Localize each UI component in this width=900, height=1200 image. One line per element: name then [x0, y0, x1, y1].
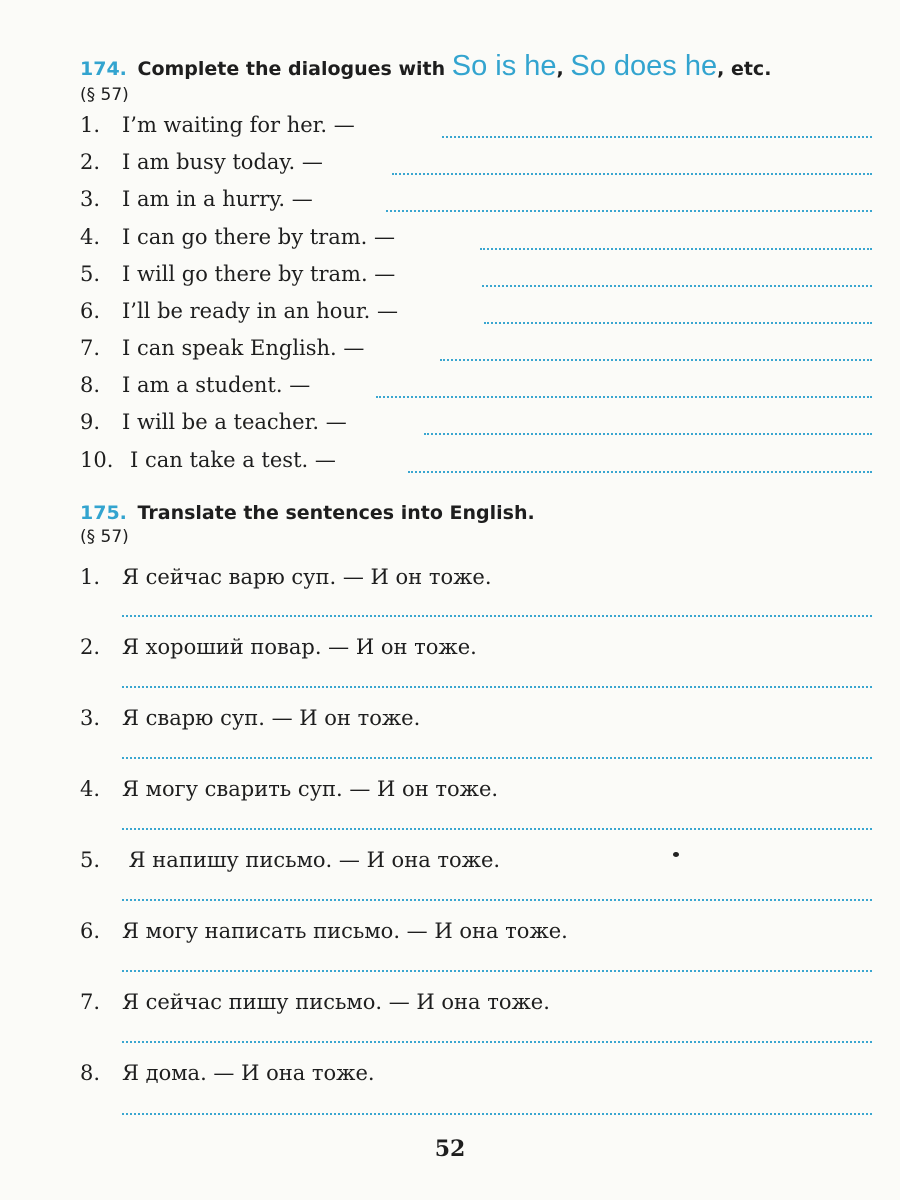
item-number: 5.	[80, 848, 101, 872]
item-number: 6.	[80, 919, 101, 943]
answer-blank[interactable]	[442, 134, 872, 138]
answer-blank[interactable]	[480, 246, 872, 250]
answer-line[interactable]	[122, 968, 872, 972]
item-text: I can speak English. —	[122, 336, 365, 360]
item-text: I’ll be ready in an hour. —	[122, 299, 399, 323]
item-number: 7.	[80, 990, 101, 1014]
item-number: 2.	[80, 150, 101, 174]
answer-line[interactable]	[122, 755, 872, 759]
exercise-174-number: 174.	[80, 58, 127, 80]
item-number: 4.	[80, 777, 101, 801]
item-number: 10.	[80, 448, 114, 472]
exercise-175-item	[80, 845, 500, 875]
exercise-175-number: 175.	[80, 502, 127, 524]
item-text: I can take a test. —	[130, 448, 336, 472]
item-text: Я сварю суп. — И он тоже.	[122, 706, 421, 730]
item-text: Я могу сварить суп. — И он тоже.	[122, 777, 499, 801]
item-number: 5.	[80, 262, 101, 286]
answer-blank[interactable]	[482, 283, 872, 287]
exercise-174-item	[80, 110, 355, 140]
answer-blank[interactable]	[408, 469, 872, 473]
exercise-175-heading	[80, 502, 535, 524]
item-number: 8.	[80, 373, 101, 397]
exercise-175-instruction: Translate the sentences into English.	[137, 502, 535, 524]
item-text: I’m waiting for her. —	[122, 113, 355, 137]
exercise-175-item	[80, 703, 420, 733]
exercise-174-item	[80, 259, 395, 289]
item-text: Я напишу письмо. — И она тоже.	[122, 848, 501, 872]
exercise-174-item	[80, 147, 323, 177]
answer-line[interactable]	[122, 897, 872, 901]
item-text: I am busy today. —	[122, 150, 323, 174]
answer-line[interactable]	[122, 1111, 872, 1115]
item-text: Я дома. — И она тоже.	[122, 1061, 375, 1085]
exercise-174-phrase-1: So is he	[451, 50, 557, 82]
item-number: 4.	[80, 225, 101, 249]
item-number: 2.	[80, 635, 101, 659]
exercise-174-phrase-2: So does he	[570, 50, 718, 82]
page-number: 52	[434, 1136, 466, 1162]
item-number: 3.	[80, 187, 101, 211]
item-text: I am in a hurry. —	[122, 187, 313, 211]
exercise-175-reference: (§ 57)	[80, 527, 129, 547]
answer-blank[interactable]	[484, 320, 872, 324]
exercise-175-item	[80, 916, 568, 946]
item-text: Я сейчас пишу письмо. — И она тоже.	[122, 990, 550, 1014]
item-text: Я хороший повар. — И он тоже.	[122, 635, 477, 659]
exercise-174-separator: ,	[556, 58, 564, 80]
item-text: Я сейчас варю суп. — И он тоже.	[122, 565, 492, 589]
item-text: Я могу написать письмо. — И она тоже.	[122, 919, 568, 943]
item-number: 8.	[80, 1061, 101, 1085]
answer-blank[interactable]	[392, 171, 872, 175]
exercise-174-tail: , etc.	[717, 58, 772, 80]
answer-blank[interactable]	[440, 357, 872, 361]
answer-line[interactable]	[122, 684, 872, 688]
exercise-175-item	[80, 1058, 375, 1088]
exercise-174-item	[80, 184, 313, 214]
exercise-174-heading	[80, 50, 771, 83]
ink-speck	[673, 852, 679, 857]
answer-blank[interactable]	[376, 394, 872, 398]
exercise-175-item	[80, 774, 498, 804]
exercise-175-item	[80, 987, 550, 1017]
exercise-174-reference: (§ 57)	[80, 85, 129, 105]
item-number: 7.	[80, 336, 101, 360]
answer-line[interactable]	[122, 1039, 872, 1043]
exercise-174-item	[80, 407, 347, 437]
answer-line[interactable]	[122, 826, 872, 830]
item-text: I will be a teacher. —	[122, 410, 347, 434]
exercise-174-item	[80, 222, 395, 252]
item-text: I will go there by tram. —	[122, 262, 396, 286]
item-number: 6.	[80, 299, 101, 323]
item-number: 3.	[80, 706, 101, 730]
answer-line[interactable]	[122, 613, 872, 617]
exercise-174-item	[80, 445, 336, 475]
item-number: 1.	[80, 565, 101, 589]
exercise-174-item	[80, 370, 310, 400]
exercise-174-instruction: Complete the dialogues with	[137, 58, 446, 80]
answer-blank[interactable]	[424, 431, 872, 435]
item-text: I can go there by tram. —	[122, 225, 395, 249]
item-text: I am a student. —	[122, 373, 311, 397]
exercise-174-item	[80, 296, 398, 326]
exercise-174-item	[80, 333, 364, 363]
item-number: 1.	[80, 113, 101, 137]
answer-blank[interactable]	[386, 208, 872, 212]
exercise-175-item	[80, 632, 477, 662]
exercise-175-item	[80, 562, 492, 592]
item-number: 9.	[80, 410, 101, 434]
